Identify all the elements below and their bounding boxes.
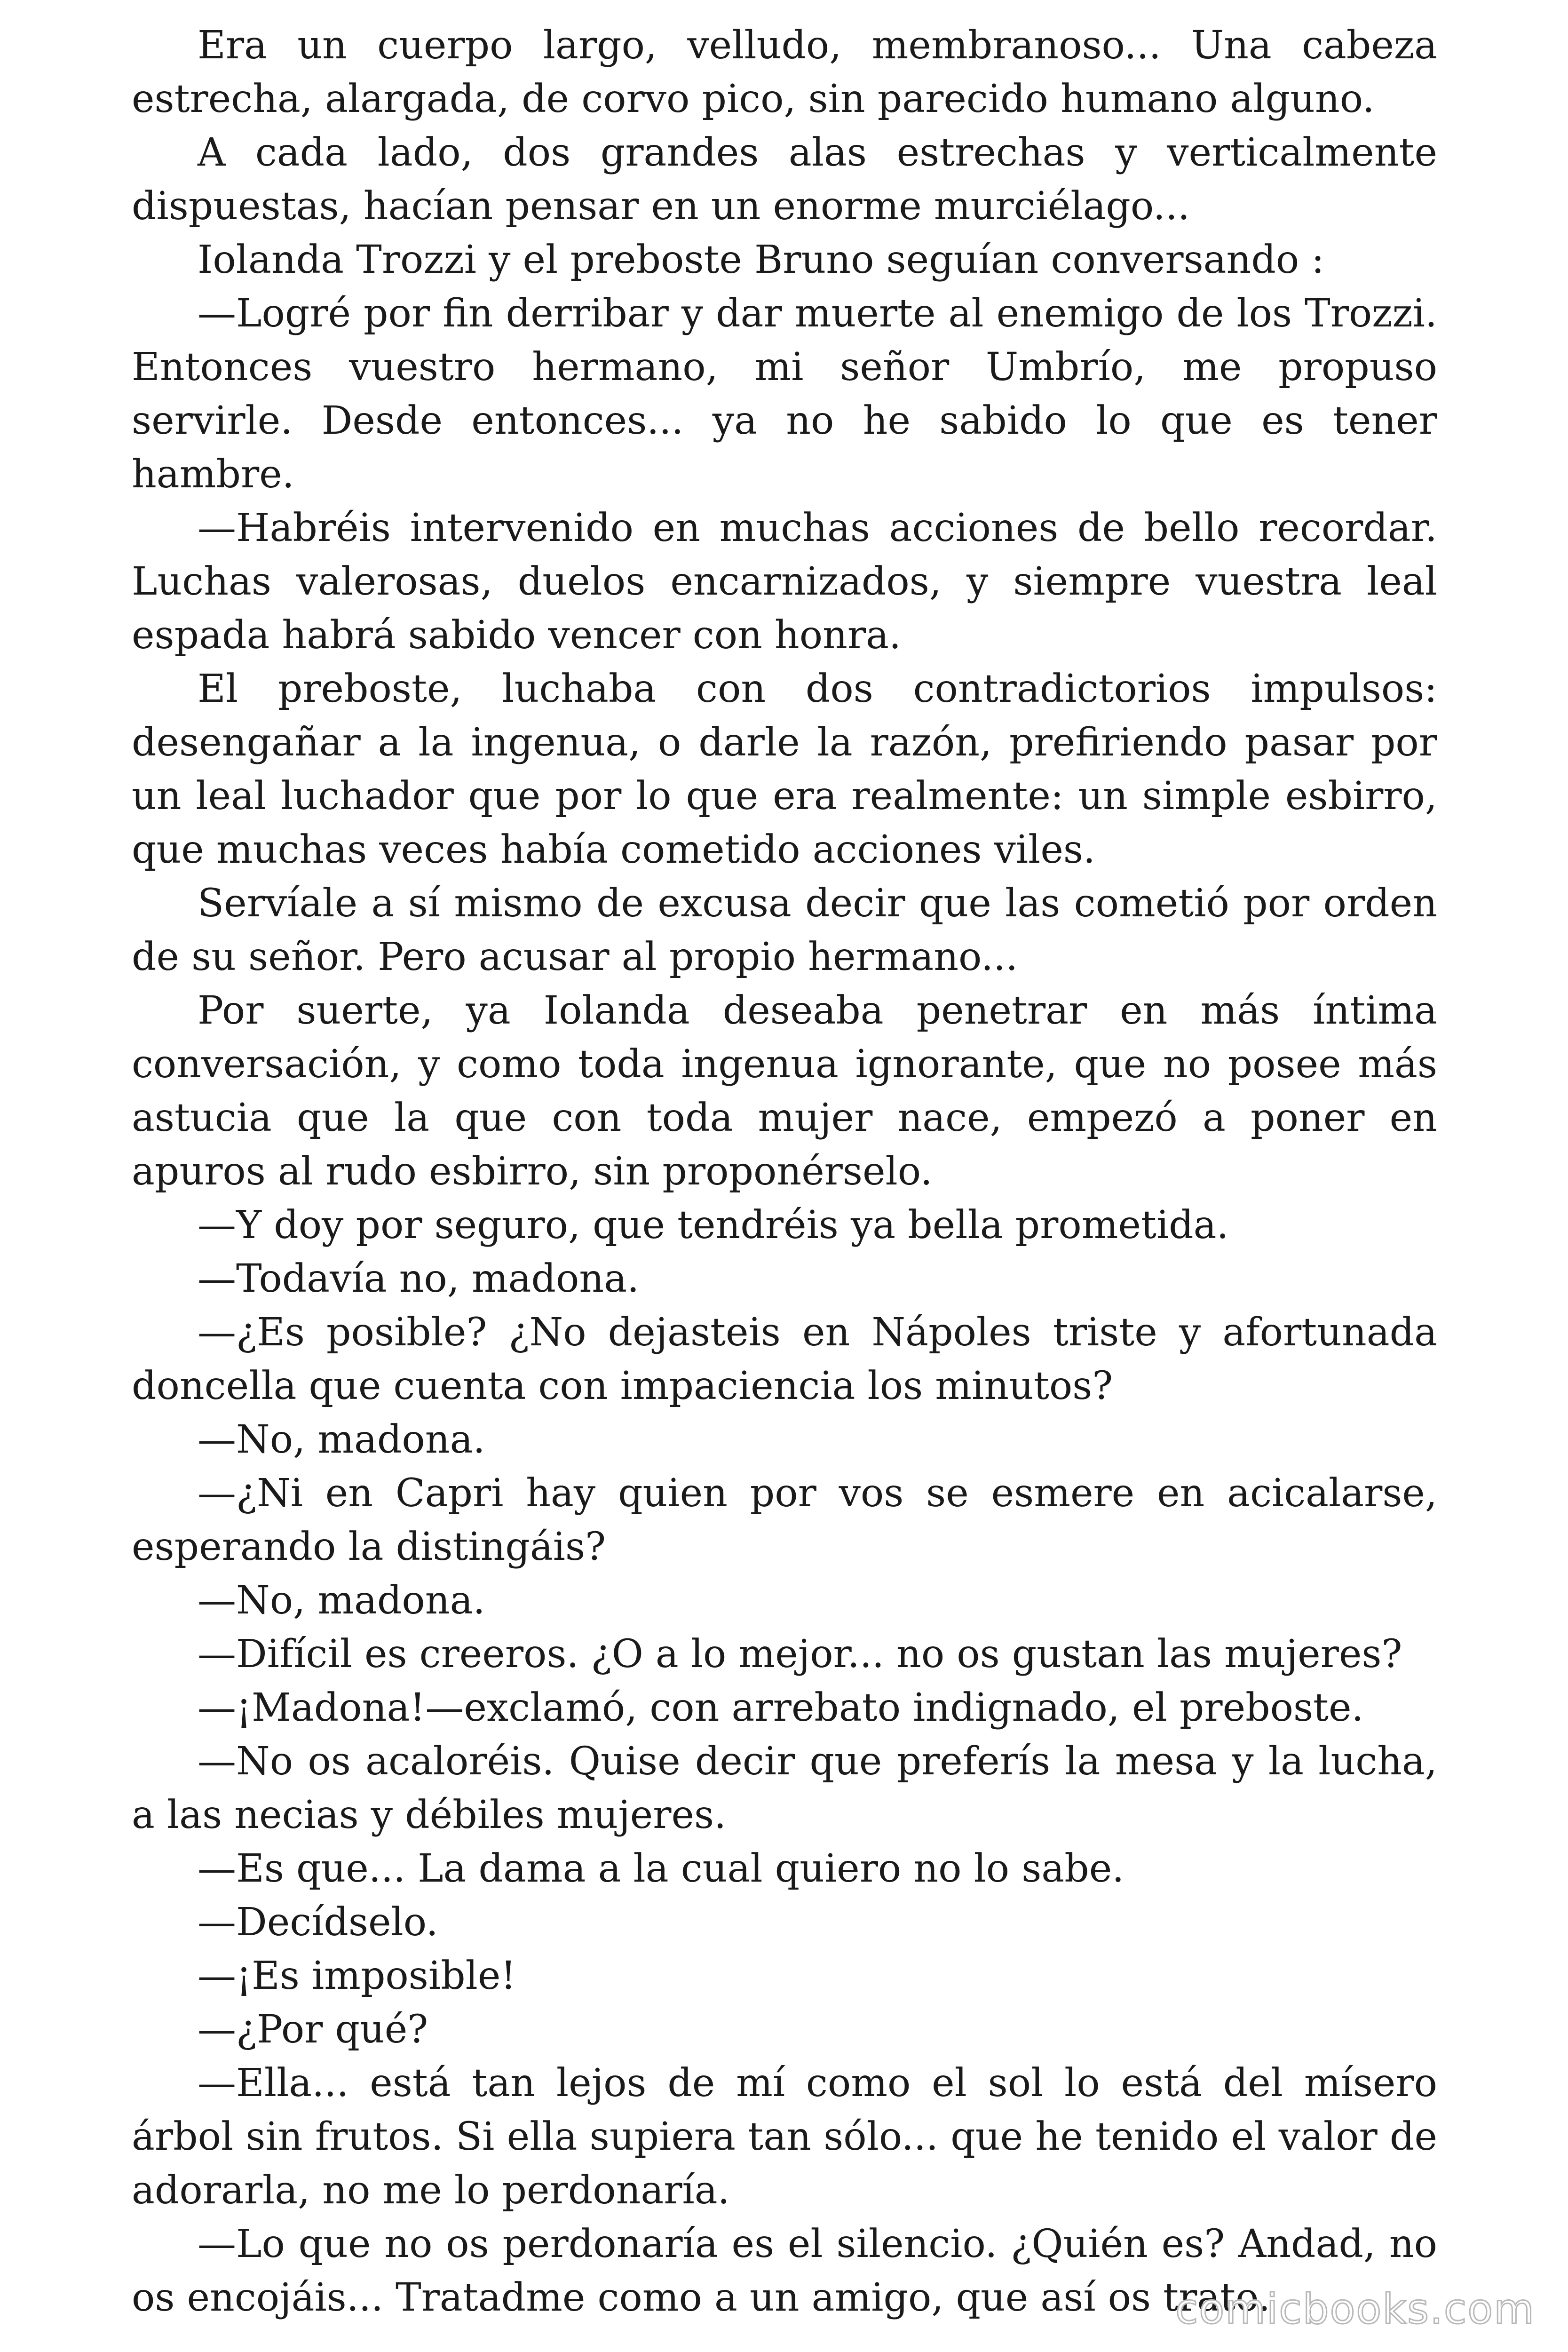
paragraph: Era un cuerpo largo, velludo, membranoso... Una cabeza estrecha, alargada, de corvo pico, sin parecido humano alguno. xyxy=(132,23,1437,121)
paragraph: —Todavía no, madona. xyxy=(198,1256,640,1301)
paragraph: —Decídselo. xyxy=(198,1900,438,1945)
paragraph: —Difícil es creeros. ¿O a lo mejor... no os gustan las mujeres? xyxy=(198,1632,1402,1677)
paragraph: —No, madona. xyxy=(198,1417,485,1462)
paragraph: —Logré por fin derribar y dar muerte al enemigo de los Trozzi. Entonces vuestro hermano, mi señor Umbrío, me propuso servirle. Desde entonces... ya no he sabido lo que es tener hambre. xyxy=(132,291,1437,497)
paragraph: —¡Madona!—exclamó, con arrebato indignado, el preboste. xyxy=(198,1685,1364,1730)
paragraph: —¡Es imposible! xyxy=(198,1954,516,1998)
paragraph: Iolanda Trozzi y el preboste Bruno seguían conversando : xyxy=(198,238,1324,282)
paragraph: A cada lado, dos grandes alas estrechas y verticalmente dispuestas, hacían pensar en un enorme murciélago... xyxy=(132,130,1437,229)
paragraph: —¿Por qué? xyxy=(198,2007,428,2052)
paragraph: El preboste, luchaba con dos contradictorios impulsos: desengañar a la ingenua, o darle la razón, prefiriendo pasar por un leal luchador que por lo que era realmente: un simple esbirro, que muchas veces había cometido acciones viles. xyxy=(132,667,1437,872)
page-text xyxy=(132,19,1437,2325)
paragraph: Servíale a sí mismo de excusa decir que las cometió por orden de su señor. Pero acusar al propio hermano... xyxy=(132,881,1437,979)
paragraph: —No os acaloréis. Quise decir que preferís la mesa y la lucha, a las necias y débiles mujeres. xyxy=(132,1739,1437,1837)
paragraph: —No, madona. xyxy=(198,1578,485,1623)
paragraph: —Ella... está tan lejos de mí como el sol lo está del mísero árbol sin frutos. Si ella supiera tan sólo... que he tenido el valor de adorarla, no me lo perdonaría. xyxy=(132,2061,1437,2213)
paragraph: —Lo que no os perdonaría es el silencio. ¿Quién es? Andad, no os encojáis... Tratadme como a un amigo, que así os trato. xyxy=(132,2222,1437,2320)
paragraph: Por suerte, ya Iolanda deseaba penetrar en más íntima conversación, y como toda ingenua ignorante, que no posee más astucia que la que con toda mujer nace, empezó a poner en apuros al rudo esbirro, sin proponérselo. xyxy=(132,988,1437,1194)
paragraph: —Es que... La dama a la cual quiero no lo sabe. xyxy=(198,1846,1125,1891)
paragraph: —¿Ni en Capri hay quien por vos se esmere en acicalarse, esperando la distingáis? xyxy=(132,1471,1437,1569)
paragraph: —¿Es posible? ¿No dejasteis en Nápoles triste y afortunada doncella que cuenta con impaciencia los minutos? xyxy=(132,1310,1437,1408)
watermark: comicbooks.com xyxy=(1175,2285,1535,2333)
paragraph: —Habréis intervenido en muchas acciones de bello recordar. Luchas valerosas, duelos encarnizados, y siempre vuestra leal espada habrá sabido vencer con honra. xyxy=(132,506,1437,658)
paragraph: —Y doy por seguro, que tendréis ya bella prometida. xyxy=(198,1203,1229,1248)
